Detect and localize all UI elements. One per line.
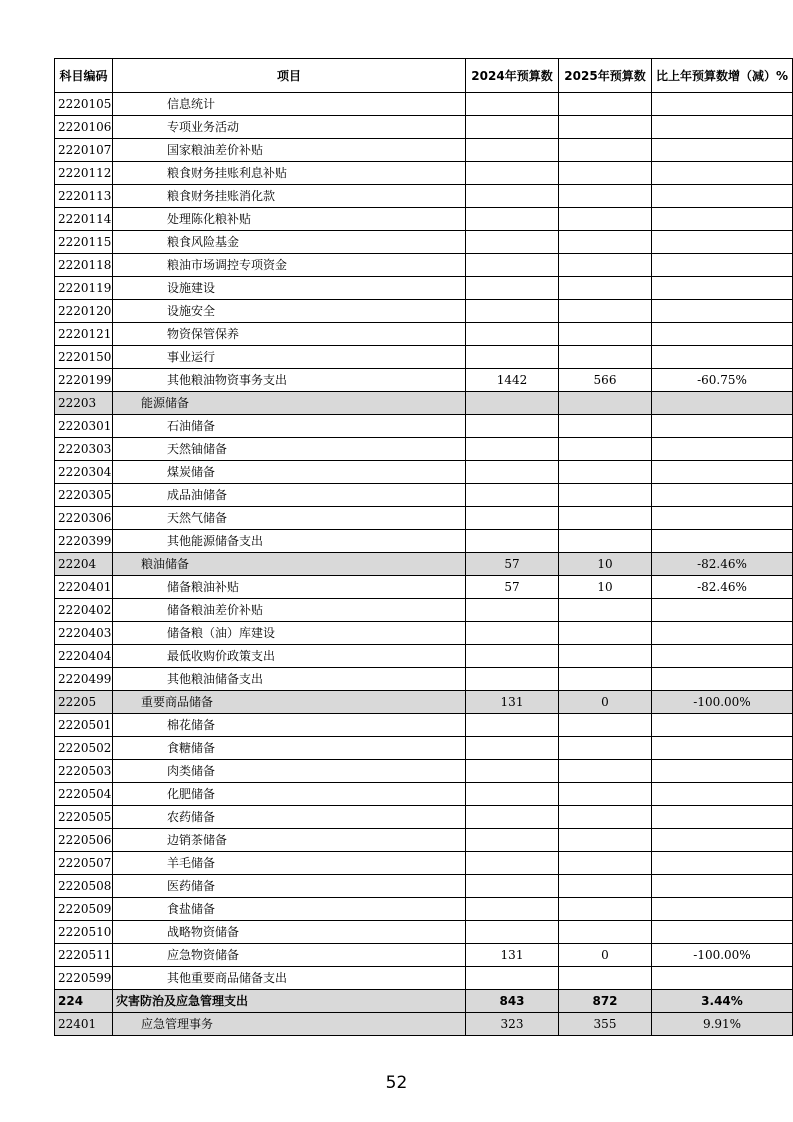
table-row (55, 553, 793, 576)
change-percent-cell (652, 806, 793, 829)
change-percent-cell (652, 323, 793, 346)
table-row (55, 737, 793, 760)
code-cell: 2220502 (55, 737, 113, 760)
item-name-cell: 最低收购价政策支出 (113, 645, 466, 668)
item-name-cell: 粮食财务挂账消化款 (113, 185, 466, 208)
item-name-cell: 国家粮油差价补贴 (113, 139, 466, 162)
code-cell: 2220118 (55, 254, 113, 277)
budget-2024-cell: 323 (466, 1013, 559, 1036)
table-row (55, 921, 793, 944)
budget-2024-cell (466, 185, 559, 208)
change-percent-cell: 3.44% (652, 990, 793, 1013)
table-row (55, 944, 793, 967)
code-cell: 2220499 (55, 668, 113, 691)
code-cell: 2220301 (55, 415, 113, 438)
item-name-cell: 化肥储备 (113, 783, 466, 806)
code-cell: 2220120 (55, 300, 113, 323)
table-row (55, 461, 793, 484)
table-row (55, 484, 793, 507)
change-percent-cell (652, 645, 793, 668)
item-name-cell: 应急物资储备 (113, 944, 466, 967)
table-row (55, 714, 793, 737)
budget-2024-cell (466, 116, 559, 139)
change-percent-cell (652, 967, 793, 990)
budget-2024-cell (466, 346, 559, 369)
budget-2025-cell (559, 714, 652, 737)
header-2024: 2024年预算数 (466, 59, 559, 93)
change-percent-cell (652, 139, 793, 162)
item-name-cell: 其他能源储备支出 (113, 530, 466, 553)
item-name-cell: 其他重要商品储备支出 (113, 967, 466, 990)
code-cell: 2220511 (55, 944, 113, 967)
budget-2024-cell (466, 599, 559, 622)
budget-2024-cell (466, 737, 559, 760)
budget-2024-cell (466, 461, 559, 484)
budget-2024-cell (466, 622, 559, 645)
change-percent-cell (652, 93, 793, 116)
budget-2025-cell (559, 737, 652, 760)
table-row (55, 438, 793, 461)
change-percent-cell (652, 208, 793, 231)
table-row (55, 967, 793, 990)
change-percent-cell (652, 254, 793, 277)
table-row (55, 185, 793, 208)
table-row (55, 116, 793, 139)
code-cell: 2220507 (55, 852, 113, 875)
item-name-cell: 设施安全 (113, 300, 466, 323)
budget-2025-cell (559, 139, 652, 162)
change-percent-cell: -100.00% (652, 691, 793, 714)
item-name-cell: 肉类储备 (113, 760, 466, 783)
table-row (55, 829, 793, 852)
item-name-cell: 羊毛储备 (113, 852, 466, 875)
change-percent-cell (652, 162, 793, 185)
item-name-cell: 食盐储备 (113, 898, 466, 921)
table-row (55, 875, 793, 898)
budget-2025-cell (559, 898, 652, 921)
budget-2024-cell (466, 139, 559, 162)
budget-2025-cell (559, 300, 652, 323)
table-row (55, 990, 793, 1013)
item-name-cell: 边销茶储备 (113, 829, 466, 852)
code-cell: 2220506 (55, 829, 113, 852)
budget-2024-cell: 131 (466, 691, 559, 714)
page-number: 52 (385, 1073, 408, 1093)
table-row (55, 231, 793, 254)
budget-2024-cell: 1442 (466, 369, 559, 392)
change-percent-cell (652, 852, 793, 875)
item-name-cell: 其他粮油物资事务支出 (113, 369, 466, 392)
item-name-cell: 应急管理事务 (113, 1013, 466, 1036)
code-cell: 2220599 (55, 967, 113, 990)
budget-2025-cell: 355 (559, 1013, 652, 1036)
budget-2025-cell (559, 208, 652, 231)
item-name-cell: 天然气储备 (113, 507, 466, 530)
code-cell: 2220505 (55, 806, 113, 829)
item-name-cell: 煤炭储备 (113, 461, 466, 484)
change-percent-cell (652, 116, 793, 139)
code-cell: 2220306 (55, 507, 113, 530)
header-change: 比上年预算数增（减）% (652, 59, 793, 93)
budget-2025-cell (559, 829, 652, 852)
table-row (55, 139, 793, 162)
code-cell: 2220509 (55, 898, 113, 921)
item-name-cell: 物资保管保养 (113, 323, 466, 346)
item-name-cell: 储备粮油补贴 (113, 576, 466, 599)
budget-2024-cell (466, 323, 559, 346)
code-cell: 2220199 (55, 369, 113, 392)
budget-2025-cell (559, 461, 652, 484)
budget-2025-cell: 0 (559, 691, 652, 714)
code-cell: 2220508 (55, 875, 113, 898)
table-row (55, 277, 793, 300)
budget-2024-cell (466, 783, 559, 806)
budget-2025-cell (559, 760, 652, 783)
budget-2025-cell (559, 806, 652, 829)
change-percent-cell (652, 829, 793, 852)
budget-2024-cell (466, 231, 559, 254)
table-row (55, 507, 793, 530)
budget-2024-cell: 843 (466, 990, 559, 1013)
budget-2025-cell (559, 438, 652, 461)
budget-2024-cell (466, 921, 559, 944)
table-row (55, 346, 793, 369)
budget-2025-cell (559, 507, 652, 530)
code-cell: 2220305 (55, 484, 113, 507)
budget-2024-cell (466, 875, 559, 898)
budget-2024-cell (466, 277, 559, 300)
change-percent-cell (652, 392, 793, 415)
budget-2025-cell (559, 484, 652, 507)
change-percent-cell (652, 622, 793, 645)
code-cell: 2220304 (55, 461, 113, 484)
budget-2025-cell (559, 254, 652, 277)
change-percent-cell (652, 668, 793, 691)
budget-2024-cell (466, 852, 559, 875)
header-2025: 2025年预算数 (559, 59, 652, 93)
code-cell: 2220119 (55, 277, 113, 300)
table-row (55, 898, 793, 921)
item-name-cell: 棉花储备 (113, 714, 466, 737)
change-percent-cell: 9.91% (652, 1013, 793, 1036)
change-percent-cell (652, 346, 793, 369)
item-name-cell: 处理陈化粮补贴 (113, 208, 466, 231)
budget-2025-cell (559, 185, 652, 208)
budget-2024-cell (466, 507, 559, 530)
budget-2025-cell (559, 323, 652, 346)
change-percent-cell (652, 461, 793, 484)
code-cell: 22204 (55, 553, 113, 576)
item-name-cell: 储备粮（油）库建设 (113, 622, 466, 645)
code-cell: 2220501 (55, 714, 113, 737)
budget-2024-cell (466, 484, 559, 507)
table-row (55, 668, 793, 691)
code-cell: 22203 (55, 392, 113, 415)
header-row (55, 59, 793, 93)
item-name-cell: 农药储备 (113, 806, 466, 829)
table-row (55, 599, 793, 622)
budget-2025-cell: 566 (559, 369, 652, 392)
budget-2025-cell (559, 921, 652, 944)
change-percent-cell (652, 231, 793, 254)
budget-2025-cell: 0 (559, 944, 652, 967)
table-row (55, 392, 793, 415)
change-percent-cell: -60.75% (652, 369, 793, 392)
table-row (55, 208, 793, 231)
table-row (55, 323, 793, 346)
item-name-cell: 事业运行 (113, 346, 466, 369)
change-percent-cell (652, 714, 793, 737)
item-name-cell: 信息统计 (113, 93, 466, 116)
change-percent-cell (652, 185, 793, 208)
change-percent-cell (652, 530, 793, 553)
item-name-cell: 食糖储备 (113, 737, 466, 760)
budget-2025-cell (559, 346, 652, 369)
table-row (55, 691, 793, 714)
change-percent-cell (652, 484, 793, 507)
budget-2024-cell (466, 645, 559, 668)
item-name-cell: 重要商品储备 (113, 691, 466, 714)
item-name-cell: 医药储备 (113, 875, 466, 898)
budget-2024-cell (466, 714, 559, 737)
budget-2025-cell: 10 (559, 576, 652, 599)
code-cell: 2220303 (55, 438, 113, 461)
change-percent-cell: -82.46% (652, 553, 793, 576)
change-percent-cell: -100.00% (652, 944, 793, 967)
budget-2024-cell (466, 392, 559, 415)
change-percent-cell (652, 875, 793, 898)
budget-2025-cell (559, 116, 652, 139)
code-cell: 2220510 (55, 921, 113, 944)
budget-2024-cell (466, 668, 559, 691)
code-cell: 2220107 (55, 139, 113, 162)
item-name-cell: 设施建设 (113, 277, 466, 300)
budget-2025-cell (559, 967, 652, 990)
table-row (55, 415, 793, 438)
budget-2024-cell (466, 898, 559, 921)
code-cell: 2220503 (55, 760, 113, 783)
change-percent-cell (652, 300, 793, 323)
budget-2024-cell (466, 530, 559, 553)
item-name-cell: 粮油市场调控专项资金 (113, 254, 466, 277)
header-code: 科目编码 (55, 59, 113, 93)
budget-2024-cell: 131 (466, 944, 559, 967)
item-name-cell: 灾害防治及应急管理支出 (113, 990, 466, 1013)
budget-2025-cell (559, 852, 652, 875)
table-row (55, 530, 793, 553)
item-name-cell: 粮食风险基金 (113, 231, 466, 254)
item-name-cell: 成品油储备 (113, 484, 466, 507)
change-percent-cell (652, 415, 793, 438)
table-row (55, 783, 793, 806)
code-cell: 2220402 (55, 599, 113, 622)
code-cell: 22401 (55, 1013, 113, 1036)
item-name-cell: 能源储备 (113, 392, 466, 415)
budget-2025-cell (559, 392, 652, 415)
code-cell: 2220106 (55, 116, 113, 139)
code-cell: 2220150 (55, 346, 113, 369)
table-row (55, 254, 793, 277)
budget-2025-cell: 10 (559, 553, 652, 576)
budget-2024-cell (466, 806, 559, 829)
table-row (55, 622, 793, 645)
item-name-cell: 天然铀储备 (113, 438, 466, 461)
budget-2025-cell (559, 783, 652, 806)
budget-2024-cell (466, 967, 559, 990)
code-cell: 22205 (55, 691, 113, 714)
budget-2025-cell (559, 231, 652, 254)
table-row (55, 93, 793, 116)
item-name-cell: 战略物资储备 (113, 921, 466, 944)
budget-2025-cell (559, 599, 652, 622)
budget-2024-cell (466, 162, 559, 185)
budget-2024-cell (466, 208, 559, 231)
table-row (55, 162, 793, 185)
budget-2024-cell (466, 760, 559, 783)
table-row (55, 852, 793, 875)
change-percent-cell (652, 783, 793, 806)
budget-table (54, 58, 793, 1036)
change-percent-cell (652, 507, 793, 530)
item-name-cell: 其他粮油储备支出 (113, 668, 466, 691)
code-cell: 2220504 (55, 783, 113, 806)
budget-2025-cell: 872 (559, 990, 652, 1013)
table-body (55, 93, 793, 1036)
item-name-cell: 专项业务活动 (113, 116, 466, 139)
table-row (55, 806, 793, 829)
change-percent-cell (652, 438, 793, 461)
budget-2025-cell (559, 622, 652, 645)
budget-2025-cell (559, 93, 652, 116)
budget-2025-cell (559, 415, 652, 438)
budget-2024-cell (466, 829, 559, 852)
table-header (55, 59, 793, 93)
budget-2024-cell (466, 254, 559, 277)
code-cell: 2220399 (55, 530, 113, 553)
code-cell: 2220115 (55, 231, 113, 254)
code-cell: 2220121 (55, 323, 113, 346)
item-name-cell: 粮食财务挂账利息补贴 (113, 162, 466, 185)
budget-2025-cell (559, 162, 652, 185)
code-cell: 2220105 (55, 93, 113, 116)
change-percent-cell (652, 760, 793, 783)
budget-2024-cell (466, 415, 559, 438)
budget-2024-cell: 57 (466, 576, 559, 599)
code-cell: 2220403 (55, 622, 113, 645)
budget-2025-cell (559, 875, 652, 898)
change-percent-cell: -82.46% (652, 576, 793, 599)
table-row (55, 300, 793, 323)
budget-2025-cell (559, 645, 652, 668)
code-cell: 224 (55, 990, 113, 1013)
item-name-cell: 石油储备 (113, 415, 466, 438)
header-item: 项目 (113, 59, 466, 93)
item-name-cell: 储备粮油差价补贴 (113, 599, 466, 622)
budget-2024-cell (466, 438, 559, 461)
code-cell: 2220113 (55, 185, 113, 208)
table-row (55, 369, 793, 392)
change-percent-cell (652, 599, 793, 622)
budget-2024-cell (466, 93, 559, 116)
budget-2024-cell: 57 (466, 553, 559, 576)
budget-2025-cell (559, 277, 652, 300)
table-row (55, 576, 793, 599)
table-row (55, 760, 793, 783)
code-cell: 2220404 (55, 645, 113, 668)
change-percent-cell (652, 277, 793, 300)
budget-2025-cell (559, 530, 652, 553)
table-row (55, 645, 793, 668)
code-cell: 2220401 (55, 576, 113, 599)
change-percent-cell (652, 921, 793, 944)
budget-2025-cell (559, 668, 652, 691)
table-row (55, 1013, 793, 1036)
change-percent-cell (652, 737, 793, 760)
item-name-cell: 粮油储备 (113, 553, 466, 576)
code-cell: 2220114 (55, 208, 113, 231)
change-percent-cell (652, 898, 793, 921)
code-cell: 2220112 (55, 162, 113, 185)
budget-2024-cell (466, 300, 559, 323)
